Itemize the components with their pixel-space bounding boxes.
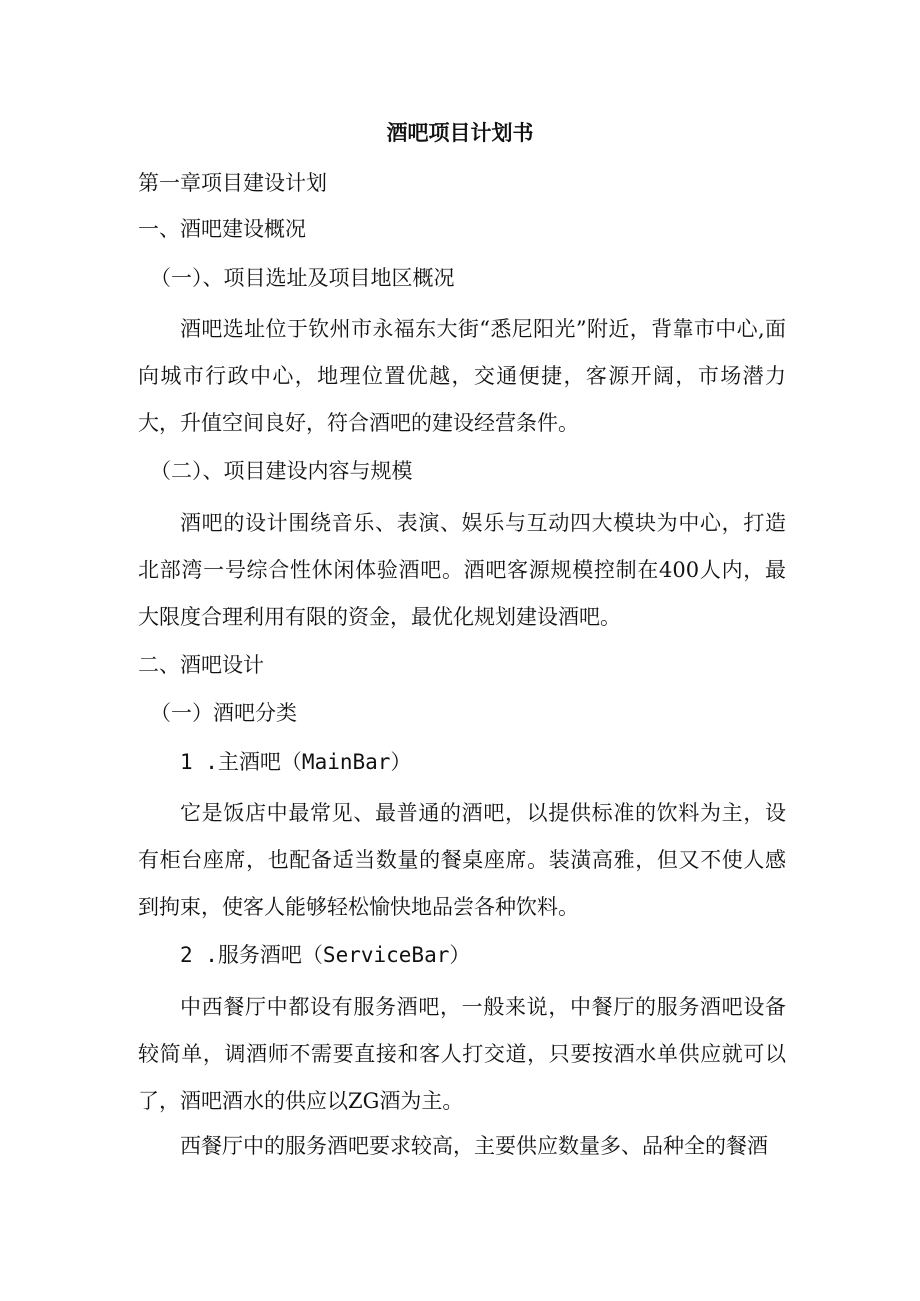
paragraph-service-bar-2: 西餐厅中的服务酒吧要求较高，主要供应数量多、品种全的餐酒: [180, 1134, 768, 1158]
section-heading-1: 一、酒吧建设概况: [138, 217, 306, 241]
chapter-heading: 第一章项目建设计划: [138, 171, 327, 195]
paragraph-scale: 酒吧的设计围绕音乐、表演、娱乐与互动四大模块为中心，打造北部湾一号综合性休闲体验酒吧。酒吧客源规模控制在400人内，最大限度合理利用有限的资金，最优化规划建设酒吧。: [138, 511, 786, 629]
subsection-heading-2-1: （一）酒吧分类: [150, 701, 297, 725]
section-heading-2: 二、酒吧设计: [138, 653, 264, 677]
subsection-heading-1-2: （二）、项目建设内容与规模: [150, 459, 413, 483]
paragraph-location: 酒吧选址位于钦州市永福东大街“悉尼阳光”附近，背靠市中心,面向城市行政中心，地理位置优越，交通便捷，客源开阔，市场潜力大，升值空间良好，符合酒吧的建设经营条件。: [138, 317, 786, 435]
paragraph-main-bar: 它是饭店中最常见、最普通的酒吧，以提供标准的饮料为主，设有柜台座席，也配备适当数量的餐桌座席。装潢高雅，但又不使人感到拘束，使客人能够轻松愉快地品尝各种饮料。: [138, 801, 786, 919]
paragraph-service-bar-1: 中西餐厅中都设有服务酒吧，一般来说，中餐厅的服务酒吧设备较简单，调酒师不需要直接和客人打交道，只要按酒水单供应就可以了，酒吧酒水的供应以ZG酒为主。: [138, 995, 786, 1113]
item-heading-service-bar: 2 .服务酒吧（ServiceBar）: [180, 943, 471, 967]
document-title: 酒吧项目计划书: [386, 120, 534, 145]
item-heading-main-bar: 1 .主酒吧（MainBar）: [180, 750, 412, 774]
subsection-heading-1-1: （一）、项目选址及项目地区概况: [150, 266, 455, 290]
